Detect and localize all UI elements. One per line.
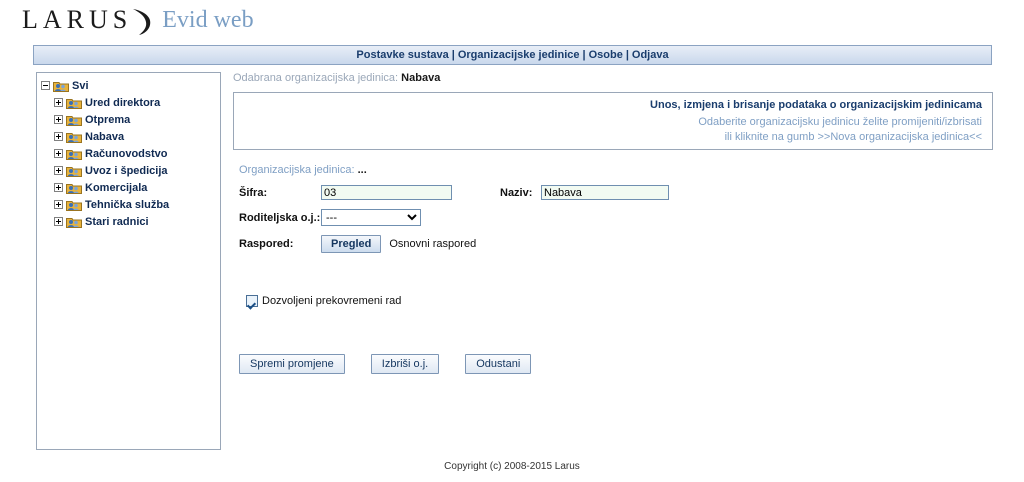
row-sifra-naziv — [239, 185, 993, 200]
tree-expander-plus-icon[interactable] — [54, 166, 63, 175]
tree-label: Uvoz i špedicija — [85, 164, 168, 177]
folder-people-icon — [53, 79, 69, 93]
prekovremeni-label: Dozvoljeni prekovremeni rad — [262, 295, 402, 307]
tree-node-tehnicka-sluzba[interactable] — [41, 196, 220, 213]
roditeljska-select[interactable] — [321, 209, 421, 226]
cancel-button[interactable]: Odustani — [465, 354, 531, 374]
org-unit-header-prefix: Organizacijska jedinica: — [239, 164, 355, 176]
tree-label: Stari radnici — [85, 215, 149, 228]
org-unit-header — [239, 164, 993, 176]
prekovremeni-checkbox[interactable] — [246, 295, 258, 307]
tree-node-ured-direktora[interactable] — [41, 94, 220, 111]
organization-tree-panel — [36, 72, 221, 450]
tree-label: Tehnička služba — [85, 198, 170, 211]
tree-label: Komercijala — [85, 181, 148, 194]
main-menu-bar — [33, 45, 992, 65]
tree-node-svi[interactable] — [41, 77, 220, 94]
row-prekovremeni — [246, 295, 993, 307]
pregled-button[interactable]: Pregled — [321, 235, 381, 253]
tree-node-stari-radnici[interactable] — [41, 213, 220, 230]
tree-label: Računovodstvo — [85, 147, 168, 160]
main-content — [233, 72, 993, 374]
form-action-buttons — [239, 354, 993, 374]
selected-unit-line — [233, 72, 993, 84]
product-name: Evid web — [162, 6, 254, 33]
selected-unit-prefix: Odabrana organizacijska jedinica: — [233, 72, 399, 84]
info-box — [233, 92, 993, 150]
tree-expander-plus-icon[interactable] — [54, 217, 63, 226]
sifra-input[interactable] — [321, 185, 452, 200]
menu-item-organizacijske-jedinice[interactable]: Organizacijske jedinice — [457, 49, 580, 61]
folder-people-icon — [66, 181, 82, 195]
tree-label: Svi — [72, 79, 89, 92]
tree-expander-plus-icon[interactable] — [54, 132, 63, 141]
menu-item-osobe[interactable]: Osobe — [588, 49, 623, 61]
org-unit-header-value: ... — [357, 164, 367, 176]
logo-text: LARUS — [22, 5, 133, 34]
tree-expander-minus-icon[interactable] — [41, 81, 50, 90]
folder-people-icon — [66, 96, 82, 110]
main-menu-items — [356, 49, 668, 61]
folder-people-icon — [66, 198, 82, 212]
tree-expander-plus-icon[interactable] — [54, 183, 63, 192]
naziv-input[interactable] — [541, 185, 669, 200]
menu-item-odjava[interactable]: Odjava — [631, 49, 669, 61]
tree-label: Ured direktora — [85, 96, 161, 109]
tree-node-nabava[interactable] — [41, 128, 220, 145]
folder-people-icon — [66, 113, 82, 127]
tree-label: Otprema — [85, 113, 131, 126]
selected-unit-value: Nabava — [401, 72, 441, 84]
naziv-label: Naziv: — [500, 186, 533, 199]
sifra-label: Šifra: — [239, 186, 268, 199]
raspored-label: Raspored: — [239, 238, 294, 250]
folder-people-icon — [66, 164, 82, 178]
menu-separator-1: | — [451, 49, 455, 61]
menu-separator-3: | — [625, 49, 629, 61]
roditeljska-label: Roditeljska o.j.: — [239, 211, 321, 224]
delete-button[interactable]: Izbriši o.j. — [371, 354, 439, 374]
row-raspored — [239, 235, 993, 253]
bird-swoosh-icon — [130, 5, 156, 35]
tree-label: Nabava — [85, 130, 125, 143]
menu-item-postavke-sustava[interactable]: Postavke sustava — [356, 49, 449, 61]
tree-node-komercijala[interactable] — [41, 179, 220, 196]
footer-copyright: Copyright (c) 2008-2015 Larus — [444, 461, 580, 472]
folder-people-icon — [66, 130, 82, 144]
tree-node-otprema[interactable] — [41, 111, 220, 128]
folder-people-icon — [66, 147, 82, 161]
row-roditeljska — [239, 209, 993, 226]
tree-expander-plus-icon[interactable] — [54, 200, 63, 209]
tree-node-racunovodstvo[interactable] — [41, 145, 220, 162]
save-button[interactable]: Spremi promjene — [239, 354, 345, 374]
folder-people-icon — [66, 215, 82, 229]
info-line-2: ili kliknite na gumb >>Nova organizacijska jedinica<< — [724, 131, 982, 143]
info-line-1: Odaberite organizacijsku jedinicu želite promijeniti/izbrisati — [698, 116, 982, 128]
info-title: Unos, izmjena i brisanje podataka o organizacijskim jedinicama — [650, 99, 982, 111]
tree-node-uvoz-i-spedicija[interactable] — [41, 162, 220, 179]
tree-expander-plus-icon[interactable] — [54, 115, 63, 124]
app-logo — [22, 2, 254, 38]
menu-separator-2: | — [582, 49, 586, 61]
tree-expander-plus-icon[interactable] — [54, 149, 63, 158]
tree-expander-plus-icon[interactable] — [54, 98, 63, 107]
raspored-value-text: Osnovni raspored — [389, 238, 477, 250]
